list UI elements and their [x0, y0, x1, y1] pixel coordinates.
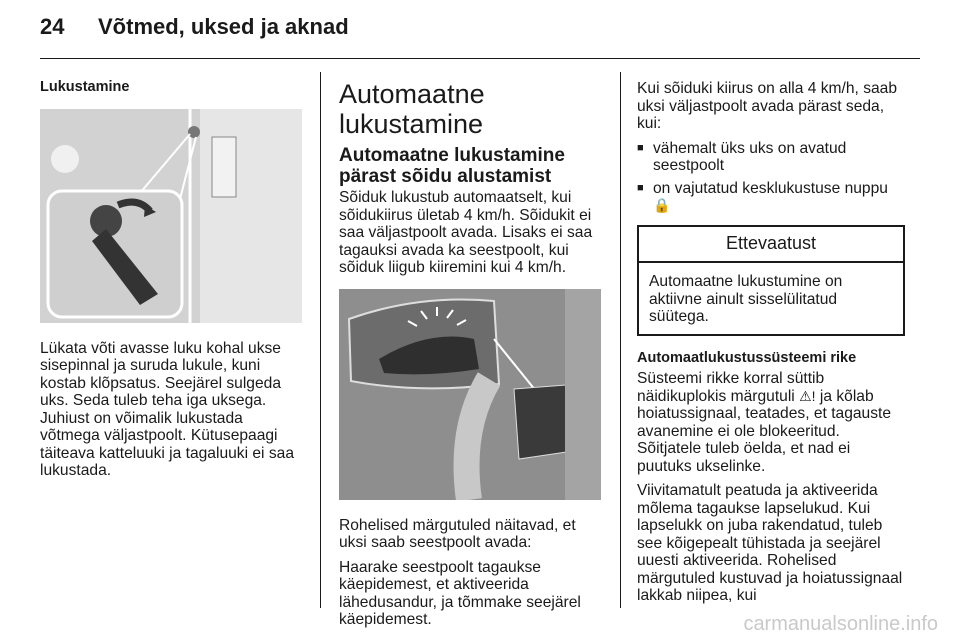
page-title: Võtmed, uksed ja aknad: [98, 14, 349, 39]
column-3: [637, 80, 905, 612]
rear-door-handle-photo: [339, 289, 601, 500]
section-title-automatic-locking: Automaatne lukustamine: [339, 79, 485, 139]
warning-icon: ⚠!: [799, 387, 816, 404]
fault-paragraph: Süsteemi rikke korral süttib näidikuplokis märgutuli ⚠! ja kõlab hoiatussignaal, teatades, et tagauste avanemine ei ole blokeeritud. Sõitjatele tuleb öelda, et nad ei puutuks ukselinke.: [637, 370, 892, 475]
indicator-caption: Rohelised märgutuled näitavad, et uksi saab seestpoolt avada:: [339, 516, 576, 551]
page-number: 24: [40, 14, 65, 39]
column-2: [339, 79, 607, 636]
header-rule: [40, 58, 920, 59]
unlock-conditions-intro: Kui sõiduki kiirus on alla 4 km/h, saab uksi väljastpoolt avada pärast seda, kui:: [637, 80, 898, 132]
handle-instruction: Haarake seestpoolt tagaukse käepidemest, et aktiveerida lähedusandur, ja tõmmake seejärel käepidemest.: [339, 558, 581, 628]
column-divider-2: [620, 72, 621, 608]
caution-title: Ettevaatust: [639, 227, 903, 264]
subsection-title: Automaatne lukustamine pärast sõidu alustamist: [339, 145, 565, 187]
caution-box: [637, 225, 905, 336]
list-item: ■ vähemalt üks uks on avatud seestpoolt: [637, 140, 905, 175]
door-lock-key-drawing: [40, 109, 302, 323]
unlock-conditions-list: [637, 140, 905, 215]
column-divider-1: [320, 72, 321, 608]
door-lock-key-illustration: [40, 109, 302, 323]
locking-instructions: Lükata võti avasse luku kohal ukse sisepinnal ja suruda lukule, kuni kostab klõpsatus. Seejärel sulgeda uks. Seda tuleb teha iga uksega. Juhiust on võimalik lukustada võtmega väljastpoolt. Kütusepaagi täiteava katteluuki ja tagaluuki ei saa lukustada.: [40, 339, 294, 479]
watermark: carmanualsonline.info: [743, 613, 938, 635]
automatic-locking-text: Sõiduk lukustub automaatselt, kui sõidukiirus ületab 4 km/h. Sõidukit ei saa väljastpoolt avada. Lisaks ei saa tagauksi avada ka seestpoolt, kui sõiduk liigub kiiremini kui 4 km/h.: [339, 189, 593, 276]
page-header: [40, 14, 349, 40]
section-heading-locking: Lukustamine: [40, 79, 130, 95]
list-item: ■ on vajutatud kesklukustuse nuppu 🔒: [637, 180, 905, 215]
child-lock-paragraph: Viivitamatult peatuda ja aktiveerida mõlema tagaukse lapselukud. Kui lapselukk on juba rakendatud, tuleb see kõigepealt tühistada ja seejärel uuesti aktiveerida. Rohelised märgutuled kustuvad ja hoiatussignaal lakkab niipea, kui: [637, 482, 903, 604]
column-1: [40, 79, 305, 480]
fault-subheading: Automaatlukustussüsteemi rike: [637, 349, 857, 366]
lock-icon: 🔒: [653, 197, 671, 213]
caution-text: Automaatne lukustumine on aktiivne ainult sisselülitatud süütega.: [649, 273, 843, 325]
door-handle-drawing: [339, 289, 601, 500]
